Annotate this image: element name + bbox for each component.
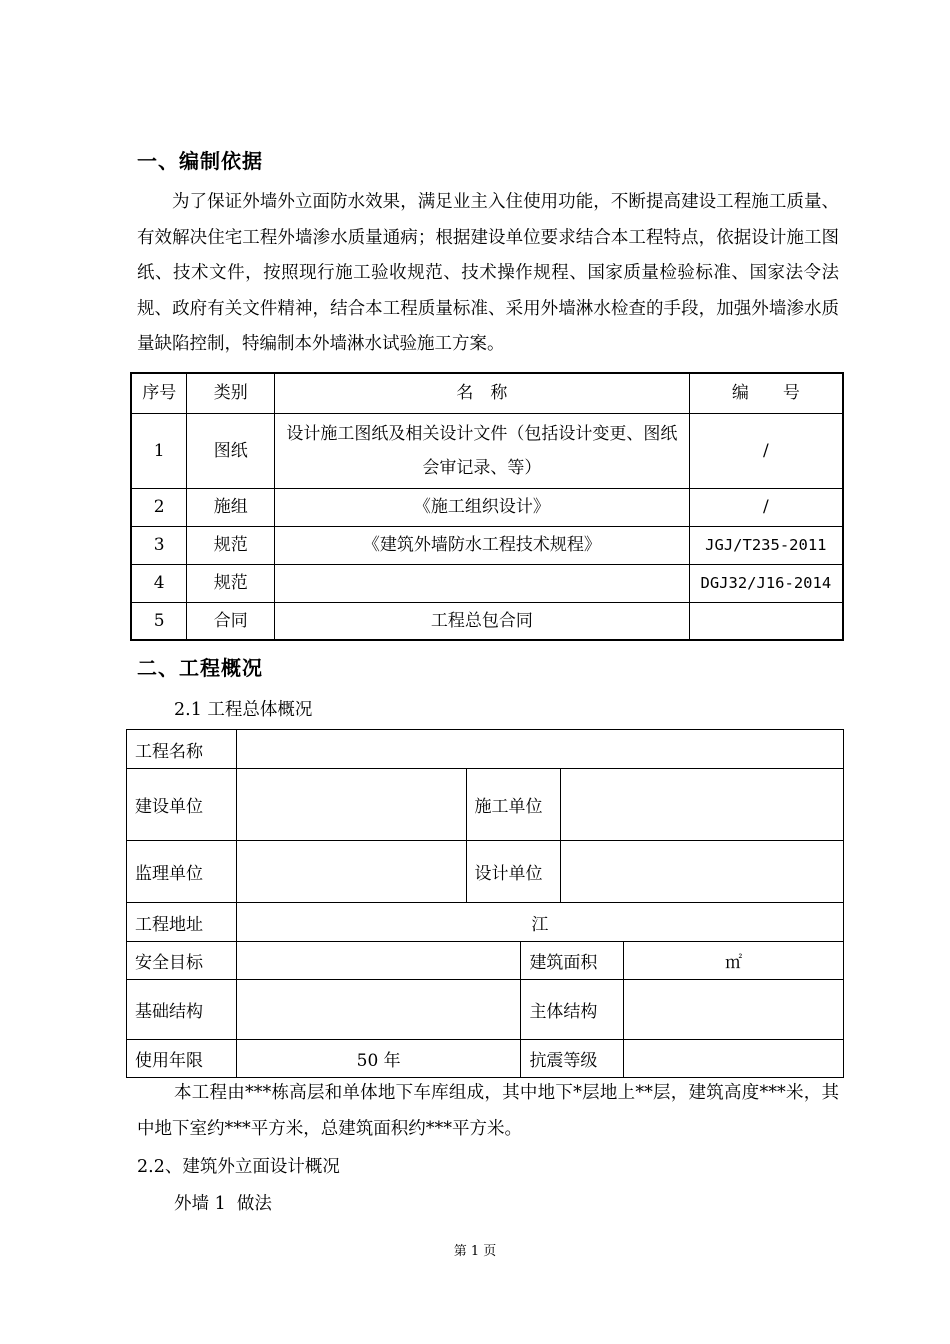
supervisor-value (236, 841, 466, 903)
row-name: 《施工组织设计》 (275, 488, 690, 526)
designer-value (561, 841, 844, 903)
overview-paragraph: 本工程由***栋高层和单体地下车库组成，其中地下*层地上**层，建筑高度***米，其中地下室约***平方米，总建筑面积约***平方米。 (137, 1083, 839, 1139)
supervisor-label: 监理单位 (127, 841, 237, 903)
area-label: 建筑面积 (521, 942, 624, 980)
safety-label: 安全目标 (127, 942, 237, 980)
row-name: 工程总包合同 (275, 602, 690, 640)
section1-paragraph: 为了保证外墙外立面防水效果，满足业主入住使用功能，不断提高建设工程施工质量、有效解决住宅工程外墙渗水质量通病；根据建设单位要求结合本工程特点，依据设计施工图纸、技术文件，按照现行施工验收规范、技术操作规程、国家质量检验标准、国家法令法规、政府有关文件精神，结合本工程质量标准、采用外墙淋水检查的手段，加强外墙渗水质量缺陷控制，特编制本外墙淋水试验施工方案。 (137, 192, 839, 354)
foundation-value (236, 980, 521, 1040)
designer-label: 设计单位 (466, 841, 561, 903)
safety-value (236, 942, 521, 980)
row-no: 1 (131, 413, 187, 488)
row-code: JGJ/T235-2011 (689, 526, 843, 564)
table-row (131, 564, 843, 602)
row-no: 2 (131, 488, 187, 526)
main-structure-value (624, 980, 844, 1040)
area-value: ㎡ (624, 942, 844, 980)
col-header-no: 序号 (131, 373, 187, 413)
service-life-label: 使用年限 (127, 1040, 237, 1078)
row-no: 3 (131, 526, 187, 564)
builder-value (236, 769, 466, 841)
col-header-code: 编 号 (689, 373, 843, 413)
wall1-title: 外墙 1 做法 (174, 1194, 272, 1214)
main-structure-label: 主体结构 (521, 980, 624, 1040)
project-name-label: 工程名称 (127, 730, 237, 769)
row-code: / (689, 488, 843, 526)
foundation-label: 基础结构 (127, 980, 237, 1040)
row-name (275, 564, 690, 602)
row-no: 4 (131, 564, 187, 602)
row-name: 《建筑外墙防水工程技术规程》 (275, 526, 690, 564)
row-type: 规范 (187, 526, 275, 564)
section2-2-title: 2.2、建筑外立面设计概况 (137, 1157, 340, 1177)
section2-1-title: 2.1 工程总体概况 (174, 700, 313, 720)
service-life-value: 50 年 (236, 1040, 521, 1078)
overview-table (126, 729, 844, 1078)
builder-label: 建设单位 (127, 769, 237, 841)
table-row (131, 526, 843, 564)
basis-table (130, 372, 844, 641)
contractor-label: 施工单位 (466, 769, 561, 841)
section2-heading: 二、工程概况 (137, 656, 263, 680)
row-type: 图纸 (187, 413, 275, 488)
section1-heading: 一、编制依据 (137, 149, 263, 173)
row-no: 5 (131, 602, 187, 640)
contractor-value (561, 769, 844, 841)
row-type: 规范 (187, 564, 275, 602)
table-row (131, 602, 843, 640)
col-header-type: 类别 (187, 373, 275, 413)
col-header-name: 名 称 (275, 373, 690, 413)
row-code: DGJ32/J16-2014 (689, 564, 843, 602)
table-row (131, 488, 843, 526)
address-label: 工程地址 (127, 903, 237, 942)
row-code (689, 602, 843, 640)
row-code: / (689, 413, 843, 488)
seismic-value (624, 1040, 844, 1078)
address-value: 江 (236, 903, 843, 942)
row-type: 施组 (187, 488, 275, 526)
page-number: 第 1 页 (453, 1244, 497, 1259)
seismic-label: 抗震等级 (521, 1040, 624, 1078)
table-row (131, 413, 843, 488)
row-name: 设计施工图纸及相关设计文件（包括设计变更、图纸会审记录、等） (275, 413, 690, 488)
row-type: 合同 (187, 602, 275, 640)
project-name-value (236, 730, 843, 769)
